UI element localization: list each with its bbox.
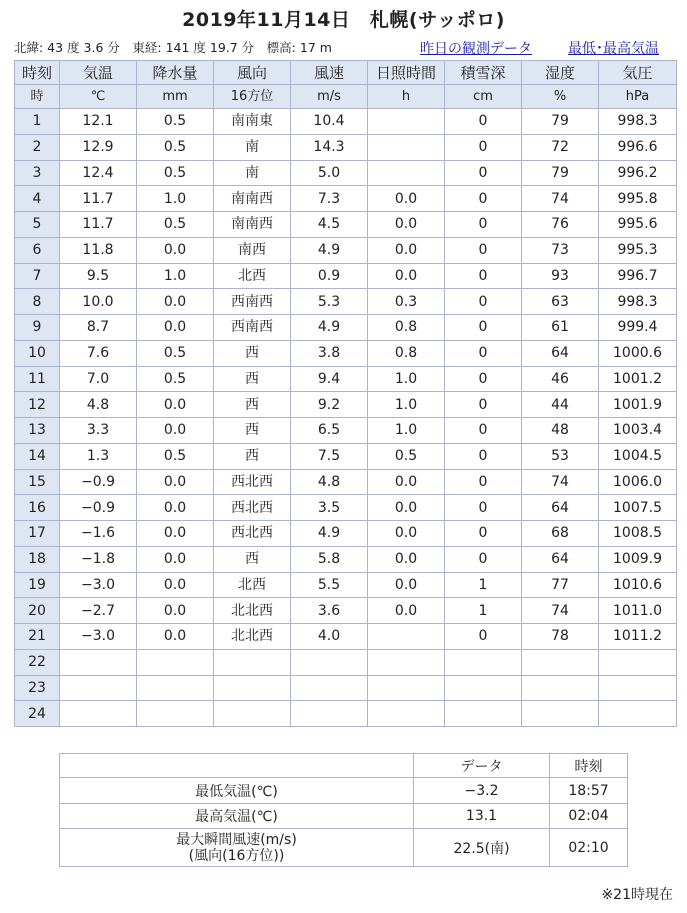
hour-cell: 16 — [15, 495, 60, 521]
data-cell: −0.9 — [60, 495, 137, 521]
hour-cell: 24 — [15, 701, 60, 727]
table-row — [15, 521, 677, 547]
data-cell: 6.5 — [291, 418, 368, 444]
data-cell: 0.0 — [368, 186, 445, 212]
data-cell: 0 — [445, 160, 522, 186]
data-cell: 64 — [522, 546, 599, 572]
data-cell: 3.6 — [291, 598, 368, 624]
data-cell: 1011.0 — [599, 598, 677, 624]
data-cell: 西 — [214, 392, 291, 418]
data-cell: 西南西 — [214, 289, 291, 315]
data-cell — [445, 649, 522, 675]
data-cell: 12.1 — [60, 109, 137, 135]
summary-time: 18:57 — [550, 778, 628, 804]
data-cell: 53 — [522, 443, 599, 469]
data-cell: 1 — [445, 572, 522, 598]
data-cell: 0.0 — [368, 469, 445, 495]
data-cell: 77 — [522, 572, 599, 598]
summary-label-line2: (風向(16方位)) — [188, 847, 285, 864]
data-cell: 4.9 — [291, 237, 368, 263]
data-cell: 南西 — [214, 237, 291, 263]
data-cell: 0.0 — [137, 469, 214, 495]
column-header: 時刻 — [15, 61, 60, 85]
data-cell: 1.0 — [368, 392, 445, 418]
data-cell: 北西 — [214, 263, 291, 289]
data-cell: 0.0 — [368, 237, 445, 263]
summary-row — [60, 829, 628, 867]
table-row — [15, 160, 677, 186]
data-cell: 12.9 — [60, 134, 137, 160]
hour-cell: 10 — [15, 340, 60, 366]
summary-value: −3.2 — [414, 778, 550, 804]
data-cell: −1.6 — [60, 521, 137, 547]
data-cell: 南 — [214, 134, 291, 160]
unit-header: % — [522, 85, 599, 109]
data-cell: 南 — [214, 160, 291, 186]
data-cell: 0.5 — [368, 443, 445, 469]
data-cell — [60, 675, 137, 701]
data-cell: 10.4 — [291, 109, 368, 135]
data-cell: 北北西 — [214, 598, 291, 624]
data-cell: 3.5 — [291, 495, 368, 521]
data-cell: 9.4 — [291, 366, 368, 392]
summary-label-line1: 最大瞬間風速(m/s) — [176, 831, 297, 848]
table-row — [15, 598, 677, 624]
hour-cell: 2 — [15, 134, 60, 160]
data-cell: 7.0 — [60, 366, 137, 392]
data-cell: 0 — [445, 315, 522, 341]
data-cell: 3.3 — [60, 418, 137, 444]
table-row — [15, 546, 677, 572]
data-cell: 西 — [214, 418, 291, 444]
data-cell: 5.5 — [291, 572, 368, 598]
summary-header-row — [60, 754, 628, 778]
unit-header: m/s — [291, 85, 368, 109]
data-cell — [137, 675, 214, 701]
data-cell: 998.3 — [599, 109, 677, 135]
data-cell: 1001.9 — [599, 392, 677, 418]
data-cell: 11.7 — [60, 212, 137, 238]
data-cell: −2.7 — [60, 598, 137, 624]
data-cell: 4.5 — [291, 212, 368, 238]
data-cell — [368, 134, 445, 160]
data-cell: 64 — [522, 495, 599, 521]
data-cell: 0.5 — [137, 443, 214, 469]
column-header: 風速 — [291, 61, 368, 85]
unit-header: cm — [445, 85, 522, 109]
data-cell: 999.4 — [599, 315, 677, 341]
hour-cell: 9 — [15, 315, 60, 341]
summary-row — [60, 804, 628, 829]
column-header: 風向 — [214, 61, 291, 85]
summary-label: 最高気温(℃) — [60, 804, 414, 829]
data-cell — [599, 675, 677, 701]
data-cell: 1 — [445, 598, 522, 624]
data-cell — [137, 701, 214, 727]
unit-header: 16方位 — [214, 85, 291, 109]
data-cell: 8.7 — [60, 315, 137, 341]
hour-cell: 19 — [15, 572, 60, 598]
data-cell: 0.0 — [137, 392, 214, 418]
data-cell: 3.8 — [291, 340, 368, 366]
summary-value: 13.1 — [414, 804, 550, 829]
data-cell: −3.0 — [60, 624, 137, 650]
data-cell: 0 — [445, 109, 522, 135]
hour-cell: 13 — [15, 418, 60, 444]
hour-cell: 5 — [15, 212, 60, 238]
data-cell: 西 — [214, 366, 291, 392]
table-row — [15, 418, 677, 444]
summary-header-time: 時刻 — [550, 754, 628, 778]
data-cell: 5.8 — [291, 546, 368, 572]
data-cell: 1001.2 — [599, 366, 677, 392]
data-cell: 0.5 — [137, 366, 214, 392]
data-cell: 68 — [522, 521, 599, 547]
column-header: 降水量 — [137, 61, 214, 85]
data-cell: 0 — [445, 392, 522, 418]
table-row — [15, 366, 677, 392]
table-row — [15, 237, 677, 263]
data-cell: 0.5 — [137, 340, 214, 366]
data-cell: 1.0 — [137, 263, 214, 289]
summary-value: 22.5(南) — [414, 829, 550, 867]
station-location: 北緯: 43 度 3.6 分 東経: 141 度 19.7 分 標高: 17 m — [14, 40, 332, 55]
data-cell — [214, 701, 291, 727]
data-cell: 4.9 — [291, 315, 368, 341]
data-cell: 4.8 — [60, 392, 137, 418]
data-cell: 0.5 — [137, 160, 214, 186]
data-cell: 9.5 — [60, 263, 137, 289]
table-row — [15, 109, 677, 135]
data-cell: 10.0 — [60, 289, 137, 315]
data-cell: 0.5 — [137, 134, 214, 160]
data-cell: 西北西 — [214, 495, 291, 521]
table-row — [15, 315, 677, 341]
data-cell: −0.9 — [60, 469, 137, 495]
data-cell — [137, 649, 214, 675]
data-cell: 0.0 — [368, 546, 445, 572]
data-cell: 7.3 — [291, 186, 368, 212]
table-row — [15, 340, 677, 366]
data-cell: 0 — [445, 289, 522, 315]
data-cell — [291, 701, 368, 727]
data-cell — [368, 624, 445, 650]
data-cell: 0.0 — [137, 237, 214, 263]
data-cell: 0.0 — [368, 572, 445, 598]
data-cell: 998.3 — [599, 289, 677, 315]
hour-cell: 11 — [15, 366, 60, 392]
data-cell: −3.0 — [60, 572, 137, 598]
yesterday-data-link[interactable]: 昨日の観測データ — [420, 41, 532, 57]
data-cell: 995.6 — [599, 212, 677, 238]
data-cell: 1000.6 — [599, 340, 677, 366]
data-cell: 11.8 — [60, 237, 137, 263]
data-cell — [445, 675, 522, 701]
hour-cell: 1 — [15, 109, 60, 135]
data-cell: 西 — [214, 340, 291, 366]
data-cell: 西北西 — [214, 521, 291, 547]
summary-time: 02:04 — [550, 804, 628, 829]
data-cell: 74 — [522, 186, 599, 212]
data-cell: 7.6 — [60, 340, 137, 366]
data-cell: 996.7 — [599, 263, 677, 289]
summary-header-data: データ — [414, 754, 550, 778]
data-cell: 79 — [522, 109, 599, 135]
data-cell: 74 — [522, 469, 599, 495]
summary-table — [59, 753, 628, 867]
hour-cell: 20 — [15, 598, 60, 624]
data-cell — [60, 649, 137, 675]
data-cell: 79 — [522, 160, 599, 186]
data-cell: 0.0 — [137, 495, 214, 521]
hour-cell: 18 — [15, 546, 60, 572]
info-bar — [14, 38, 676, 58]
hour-cell: 23 — [15, 675, 60, 701]
data-cell: 0 — [445, 340, 522, 366]
column-header: 気圧 — [599, 61, 677, 85]
data-cell: 0 — [445, 418, 522, 444]
data-cell: 0.5 — [137, 109, 214, 135]
data-cell: 72 — [522, 134, 599, 160]
table-row — [15, 701, 677, 727]
table-row — [15, 289, 677, 315]
data-cell: 0 — [445, 134, 522, 160]
data-cell — [599, 649, 677, 675]
column-header: 気温 — [60, 61, 137, 85]
data-cell — [291, 649, 368, 675]
data-cell: 南南東 — [214, 109, 291, 135]
data-cell: 1004.5 — [599, 443, 677, 469]
table-row — [15, 263, 677, 289]
data-cell: 0.0 — [368, 263, 445, 289]
data-cell — [214, 675, 291, 701]
data-cell: 北北西 — [214, 624, 291, 650]
unit-header: ℃ — [60, 85, 137, 109]
data-cell: 0.8 — [368, 315, 445, 341]
data-cell: 63 — [522, 289, 599, 315]
unit-row — [15, 85, 677, 109]
data-cell: 0.0 — [137, 521, 214, 547]
data-cell: 西北西 — [214, 469, 291, 495]
data-cell: 12.4 — [60, 160, 137, 186]
hour-cell: 21 — [15, 624, 60, 650]
hour-cell: 15 — [15, 469, 60, 495]
data-cell: 0 — [445, 443, 522, 469]
data-cell: 北西 — [214, 572, 291, 598]
hour-cell: 3 — [15, 160, 60, 186]
timestamp-note: ※21時現在 — [601, 887, 673, 903]
table-row — [15, 624, 677, 650]
data-cell — [60, 701, 137, 727]
column-header: 日照時間 — [368, 61, 445, 85]
column-header: 湿度 — [522, 61, 599, 85]
data-cell: 1006.0 — [599, 469, 677, 495]
min-max-temp-link[interactable]: 最低･最高気温 — [568, 41, 659, 57]
data-cell: 14.3 — [291, 134, 368, 160]
table-row — [15, 495, 677, 521]
data-cell — [522, 675, 599, 701]
data-cell: 7.5 — [291, 443, 368, 469]
hour-cell: 4 — [15, 186, 60, 212]
hour-cell: 17 — [15, 521, 60, 547]
data-cell: 4.0 — [291, 624, 368, 650]
data-cell: 0.5 — [137, 212, 214, 238]
table-row — [15, 469, 677, 495]
data-cell: 0 — [445, 521, 522, 547]
unit-header: 時 — [15, 85, 60, 109]
data-cell: 64 — [522, 340, 599, 366]
data-cell: 西南西 — [214, 315, 291, 341]
hour-cell: 7 — [15, 263, 60, 289]
hour-cell: 14 — [15, 443, 60, 469]
data-cell: 4.8 — [291, 469, 368, 495]
data-cell: 1003.4 — [599, 418, 677, 444]
data-cell: 44 — [522, 392, 599, 418]
data-cell — [368, 701, 445, 727]
data-cell: 996.6 — [599, 134, 677, 160]
data-cell: 0 — [445, 263, 522, 289]
data-cell: 0 — [445, 469, 522, 495]
data-cell: 0 — [445, 366, 522, 392]
data-cell — [368, 160, 445, 186]
data-cell: 1.0 — [368, 418, 445, 444]
data-cell: 0 — [445, 624, 522, 650]
data-cell: 995.3 — [599, 237, 677, 263]
data-cell: 1010.6 — [599, 572, 677, 598]
table-row — [15, 443, 677, 469]
data-cell — [522, 701, 599, 727]
data-cell: 0.0 — [368, 598, 445, 624]
data-cell: 0.0 — [137, 289, 214, 315]
data-cell: 46 — [522, 366, 599, 392]
table-row — [15, 186, 677, 212]
data-cell: 93 — [522, 263, 599, 289]
table-row — [15, 675, 677, 701]
data-cell: 0 — [445, 212, 522, 238]
data-cell: 1.3 — [60, 443, 137, 469]
table-row — [15, 134, 677, 160]
data-cell — [214, 649, 291, 675]
data-cell: 0.0 — [368, 212, 445, 238]
data-cell: 78 — [522, 624, 599, 650]
data-cell: 0.0 — [137, 546, 214, 572]
unit-header: mm — [137, 85, 214, 109]
data-cell: 1007.5 — [599, 495, 677, 521]
summary-row — [60, 778, 628, 804]
hour-cell: 22 — [15, 649, 60, 675]
data-cell: 0 — [445, 546, 522, 572]
table-row — [15, 572, 677, 598]
data-cell: 南南西 — [214, 212, 291, 238]
data-cell: 5.0 — [291, 160, 368, 186]
data-cell: 11.7 — [60, 186, 137, 212]
data-cell: 1009.9 — [599, 546, 677, 572]
data-cell: 73 — [522, 237, 599, 263]
data-cell — [368, 675, 445, 701]
hourly-observation-table — [14, 60, 677, 727]
summary-header-blank — [60, 754, 414, 778]
data-cell: 0.0 — [137, 598, 214, 624]
data-cell: 0.8 — [368, 340, 445, 366]
data-cell — [522, 649, 599, 675]
data-cell: −1.8 — [60, 546, 137, 572]
data-cell: 5.3 — [291, 289, 368, 315]
header-row — [15, 61, 677, 85]
data-cell: 61 — [522, 315, 599, 341]
data-cell: 1.0 — [368, 366, 445, 392]
data-cell: 9.2 — [291, 392, 368, 418]
data-cell: 0.0 — [368, 521, 445, 547]
summary-label: 最低気温(℃) — [60, 778, 414, 804]
data-cell: 南南西 — [214, 186, 291, 212]
data-cell: 4.9 — [291, 521, 368, 547]
data-cell: 0.0 — [137, 315, 214, 341]
data-cell: 西 — [214, 443, 291, 469]
data-cell: 995.8 — [599, 186, 677, 212]
data-cell — [368, 109, 445, 135]
unit-header: hPa — [599, 85, 677, 109]
column-header: 積雪深 — [445, 61, 522, 85]
data-cell — [445, 701, 522, 727]
hour-cell: 8 — [15, 289, 60, 315]
data-cell: 0.0 — [137, 624, 214, 650]
hour-cell: 6 — [15, 237, 60, 263]
data-cell: 0.0 — [137, 572, 214, 598]
data-cell: 0 — [445, 237, 522, 263]
summary-time: 02:10 — [550, 829, 628, 867]
data-cell — [368, 649, 445, 675]
data-cell: 0.0 — [137, 418, 214, 444]
data-cell: 76 — [522, 212, 599, 238]
data-cell — [599, 701, 677, 727]
table-row — [15, 392, 677, 418]
data-cell — [291, 675, 368, 701]
unit-header: h — [368, 85, 445, 109]
data-cell: 0.3 — [368, 289, 445, 315]
data-cell: 0.0 — [368, 495, 445, 521]
page-title: 2019年11月14日 札幌(サッポロ) — [182, 9, 505, 31]
table-row — [15, 649, 677, 675]
hour-cell: 12 — [15, 392, 60, 418]
data-cell: 996.2 — [599, 160, 677, 186]
data-cell: 1.0 — [137, 186, 214, 212]
data-cell: 1011.2 — [599, 624, 677, 650]
data-cell: 0.9 — [291, 263, 368, 289]
data-cell: 0 — [445, 186, 522, 212]
data-cell: 西 — [214, 546, 291, 572]
data-cell: 74 — [522, 598, 599, 624]
summary-label — [60, 829, 414, 867]
table-row — [15, 212, 677, 238]
data-cell: 0 — [445, 495, 522, 521]
data-cell: 48 — [522, 418, 599, 444]
data-cell: 1008.5 — [599, 521, 677, 547]
